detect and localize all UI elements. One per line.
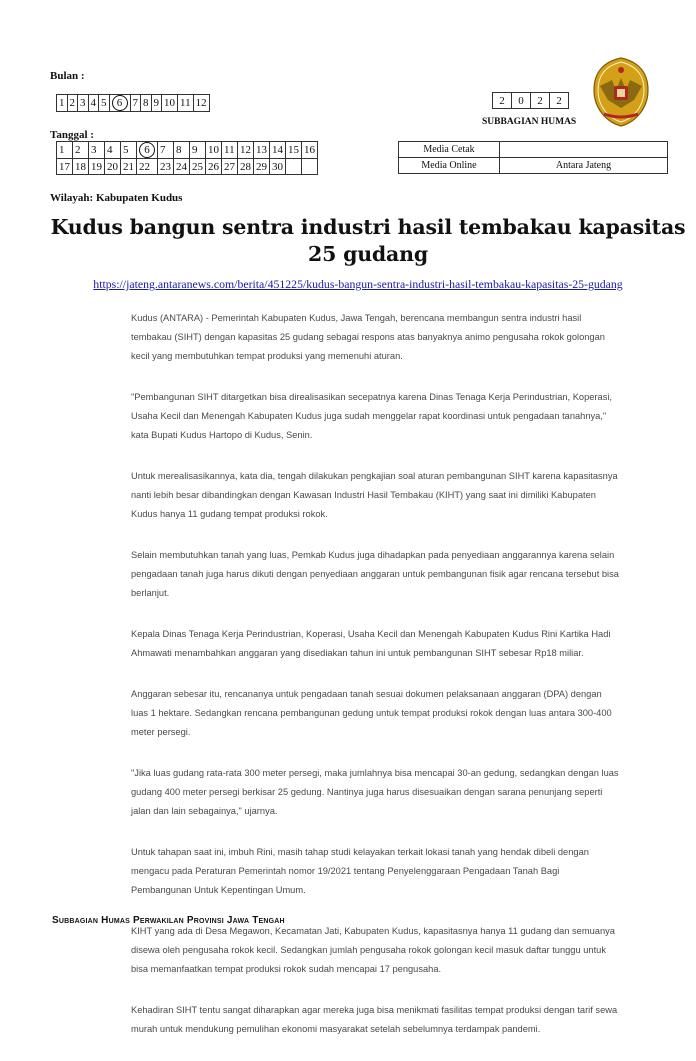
date-number: 11 [224,144,235,156]
footer-org: Subbagian Humas Perwakilan Provinsi Jawa Tengah [52,915,285,926]
article-paragraph: "Pembangunan SIHT ditargetkan bisa direalisasikan secepatnya karena Dinas Tenaga Kerja Perindustrian, Koperasi, Usaha Kecil dan Menengah Kabupaten Kudus juga sudah menggelar rapat koordinasi untuk pengadaan tanahnya," kata Bupati Kudus Hartopo di Kudus, Senin. [131,392,612,440]
date-number: 9 [192,144,198,156]
date-number: 20 [107,160,118,173]
month-number: 7 [132,97,138,109]
date-cell-empty [302,159,318,175]
month-cell [162,95,178,112]
media-table [398,141,668,174]
month-cell [88,95,99,112]
year-digit: 2 [531,93,550,109]
date-number: 2 [75,144,81,156]
month-number: 3 [80,97,86,109]
date-cell [270,142,286,159]
year-boxes [492,92,569,109]
date-cell-empty [286,159,302,175]
date-cell [137,142,158,159]
article-paragraph: KIHT yang ada di Desa Megawon, Kecamatan Jati, Kabupaten Kudus, kapasitasnya hanya 11 gudang dan semuanya disewa oleh pengusaha rokok kecil. Sedangkan jumlah pengusaha rokok golongan kecil masuk daftar tunggu untuk bisa memanfaatkan tempat produksi rokok sudah mencapai 17 pengusaha. [131,926,615,974]
article-paragraph: Untuk merealisasikannya, kata dia, tengah dilakukan pengkajian soal aturan pembangunan SIHT karena kapasitasnya nanti lebih besar dibandingkan dengan Kawasan Industri Hasil Tembakau (KIHT) yang saat ini dimiliki Kabupaten Kudus hanya 11 gudang tempat produksi rokok. [131,471,618,519]
org-name: SUBBAGIAN HUMAS [482,117,577,127]
month-cell [178,95,194,112]
wilayah-label: Wilayah: Kabupaten Kudus [50,192,183,204]
article-paragraph: Anggaran sebesar itu, rencananya untuk pengadaan tanah sesuai dokumen pelaksanaan anggaran (DPA) dengan luas 1 hektare. Sedangkan rencana pembangunan gedung untuk tempat produksi rokok dengan luas antara 300-400 meter persegi. [131,689,612,737]
date-number: 25 [192,160,203,173]
date-cell [158,142,174,159]
date-cell [89,142,105,159]
date-cell [121,142,137,159]
month-selected-circle: 6 [112,95,128,111]
date-grid [56,141,318,175]
month-number: 11 [180,97,191,109]
media-label: Media Online [399,158,500,174]
date-number: 15 [288,144,299,156]
date-cell [254,142,270,159]
garuda-emblem-icon [590,56,652,128]
month-cell [193,95,209,112]
article-paragraph: Kudus (ANTARA) - Pemerintah Kabupaten Kudus, Jawa Tengah, berencana membangun sentra industri hasil tembakau (SIHT) dengan kapasitas 25 gudang sebagai respons atas banyaknya animo pengusaha rokok golongan kecil yang membutuhkan tempat produksi yang memenuhi aturan. [131,313,605,361]
year-digit: 2 [493,93,512,109]
date-number: 17 [59,160,70,173]
article-paragraph: Selain membutuhkan tanah yang luas, Pemkab Kudus juga dihadapkan pada penyediaan anggarannya karena selain pengadaan tanah juga harus dikuti dengan penyediaan anggaran untuk pembangunan fisik agar rencana tersebut bisa berlanjut. [131,550,619,598]
date-cell [73,142,89,159]
date-cell [238,159,254,175]
month-number: 2 [69,97,75,109]
date-cell [238,142,254,159]
date-number: 3 [91,144,97,156]
date-cell [174,142,190,159]
media-value: Antara Jateng [500,158,668,174]
date-cell [89,159,105,175]
article-title: Kudus bangun sentra industri hasil tembakau kapasitas 25 gudang [50,215,686,266]
date-selected-circle: 6 [139,142,155,158]
date-cell [57,142,73,159]
month-number: 4 [90,97,96,109]
date-number: 27 [224,160,235,173]
date-number: 30 [272,160,283,173]
date-number: 12 [240,144,251,156]
month-cell [67,95,78,112]
date-number: 24 [176,160,187,173]
article-paragraph: "Jika luas gudang rata-rata 300 meter persegi, maka jumlahnya bisa mencapai 30-an gedung, sedangkan dengan luas gudang 400 meter persegi berkisar 25 gedung. Nantinya juga harus disesuaikan dengan sarana penunjang seperti jalan dan lain sebagainya," ujarnya. [131,768,619,816]
date-cell [73,159,89,175]
article-paragraph: Kepala Dinas Tenaga Kerja Perindustrian, Koperasi, Usaha Kecil dan Menengah Kabupaten Kudus Rini Kartika Hadi Ahmawati menambahkan anggaran yang disediakan tahun ini untuk pembangunan SIHT sebesar Rp18 miliar. [131,629,611,658]
date-cell [190,159,206,175]
date-number: 5 [123,144,129,156]
date-number: 19 [91,160,102,173]
date-number: 18 [75,160,86,173]
date-cell [270,159,286,175]
media-value [500,142,668,158]
date-number: 16 [304,144,315,156]
month-cell [109,95,130,112]
month-cell [130,95,141,112]
media-row [399,142,668,158]
date-cell [222,142,238,159]
date-cell [137,159,158,175]
date-number: 10 [208,144,219,156]
date-number: 1 [59,144,65,156]
date-cell [105,142,121,159]
media-label: Media Cetak [399,142,500,158]
date-number: 23 [160,160,171,173]
article-body [131,309,621,1061]
month-number: 10 [164,97,175,109]
date-cell [206,142,222,159]
article-paragraph: Untuk tahapan saat ini, imbuh Rini, masih tahap studi kelayakan terkait lokasi tanah yang hendak dibeli dengan mengacu pada Peraturan Pemerintah nomor 19/2021 tentang Penyelenggaraan Pengadaan Tanah Bagi Pembangunan Untuk Kepentingan Umum. [131,847,589,895]
date-number: 8 [176,144,182,156]
media-row [399,158,668,174]
date-number: 29 [256,160,267,173]
month-grid [56,94,210,112]
month-number: 12 [195,97,207,109]
month-cell [57,95,68,112]
tanggal-label: Tanggal : [50,129,94,141]
date-number: 28 [240,160,251,173]
date-number: 13 [256,144,267,156]
date-cell [206,159,222,175]
date-cell [302,142,318,159]
date-cell [254,159,270,175]
bulan-label: Bulan : [50,70,85,82]
date-number: 4 [107,144,113,156]
date-number: 7 [160,144,166,156]
date-cell [174,159,190,175]
date-number: 22 [139,160,150,173]
year-digit: 2 [550,93,569,109]
date-cell [121,159,137,175]
article-url-link[interactable]: https://jateng.antaranews.com/berita/451225/kudus-bangun-sentra-industri-hasil-tembakau-kapasitas-25-gudang [93,277,623,291]
month-number: 5 [101,97,107,109]
year-digit: 0 [512,93,531,109]
month-number: 9 [153,97,159,109]
month-cell [141,95,152,112]
month-cell [78,95,89,112]
month-cell [151,95,162,112]
month-number: 1 [59,97,65,109]
date-cell [286,142,302,159]
month-cell [99,95,110,112]
month-number: 8 [143,97,149,109]
date-number: 21 [123,160,134,173]
date-number: 14 [272,144,283,156]
date-cell [158,159,174,175]
date-cell [222,159,238,175]
article-paragraph: Kehadiran SIHT tentu sangat diharapkan agar mereka juga bisa menikmati fasilitas tempat produksi dengan tarif sewa murah untuk mendukung pemulihan ekonomi masyarakat setelah sebelumnya terdampak pandemi. [131,1005,618,1034]
date-number: 26 [208,160,219,173]
date-cell [105,159,121,175]
date-cell [57,159,73,175]
date-cell [190,142,206,159]
